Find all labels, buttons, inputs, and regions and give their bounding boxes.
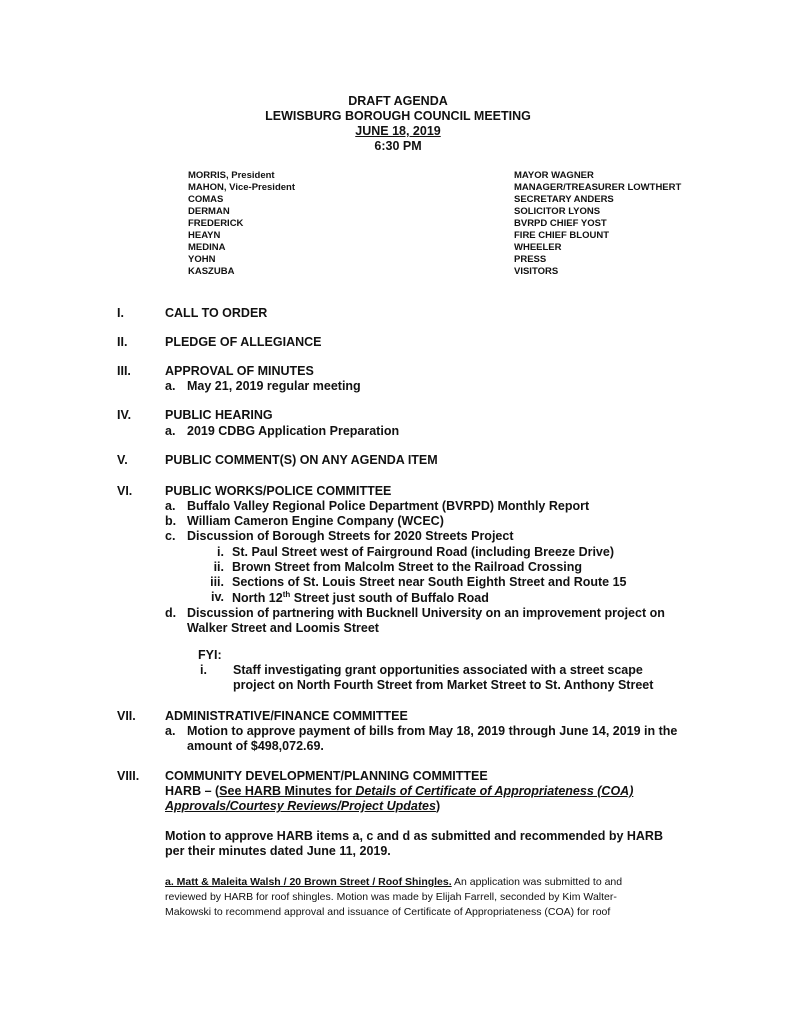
section-title: COMMUNITY DEVELOPMENT/PLANNING COMMITTEE: [165, 769, 488, 783]
list-item: [165, 529, 514, 543]
link-text: See HARB Minutes for: [219, 784, 356, 798]
item-number: iv.: [211, 590, 224, 604]
section-title: CALL TO ORDER: [165, 306, 268, 320]
fyi-item: [200, 663, 643, 677]
list-item: [165, 724, 678, 738]
section-number: VII.: [117, 709, 136, 723]
section-title: PUBLIC WORKS/POLICE COMMITTEE: [165, 484, 392, 498]
section-title: APPROVAL OF MINUTES: [165, 364, 314, 378]
item-text: [232, 590, 489, 605]
list-item: [165, 379, 361, 393]
attendee: MORRIS, President: [188, 170, 275, 181]
item-number: i.: [217, 545, 224, 559]
list-item-continuation: Walker Street and Loomis Street: [187, 621, 379, 635]
item-text: May 21, 2019 regular meeting: [187, 379, 361, 393]
sub-list-item: [196, 575, 627, 589]
superscript: th: [282, 590, 291, 599]
harb-motion: Motion to approve HARB items a, c and d as submitted and recommended by HARB: [165, 829, 663, 843]
item-letter: a.: [165, 379, 176, 393]
item-letter: c.: [165, 529, 176, 543]
attendee: PRESS: [514, 254, 547, 265]
attendee: MANAGER/TREASURER LOWTHERT: [514, 182, 682, 193]
section-number: VIII.: [117, 769, 140, 783]
section-title: PUBLIC COMMENT(S) ON ANY AGENDA ITEM: [165, 453, 438, 467]
list-item: [165, 424, 400, 438]
attendee: KASZUBA: [188, 266, 235, 277]
sub-list-item: [196, 560, 583, 574]
attendee: FIRE CHIEF BLOUNT: [514, 230, 609, 241]
list-item: [165, 606, 665, 620]
attendee: BVRPD CHIEF YOST: [514, 218, 607, 229]
harb-minutes-link-cont[interactable]: Approvals/Courtesy Reviews/Project Updates: [165, 799, 436, 813]
item-text-part: Street just south of Buffalo Road: [290, 591, 489, 606]
attendee: WHEELER: [514, 242, 562, 253]
item-letter: d.: [165, 606, 177, 620]
item-text: Staff investigating grant opportunities associated with a street scape: [233, 663, 643, 677]
meeting-date: [0, 124, 796, 138]
section-number: I.: [117, 306, 124, 320]
section-number: VI.: [117, 484, 133, 498]
harb-item-a-label: a. Matt & Maleita Walsh / 20 Brown Street / Roof Shingles.: [165, 876, 452, 888]
item-text: 2019 CDBG Application Preparation: [187, 424, 400, 438]
doc-subtitle: LEWISBURG BOROUGH COUNCIL MEETING: [265, 109, 531, 123]
item-letter: a.: [165, 499, 176, 513]
attendee: FREDERICK: [188, 218, 244, 229]
section-title: PLEDGE OF ALLEGIANCE: [165, 335, 322, 349]
harb-reference: [165, 784, 633, 798]
sub-list-item: [196, 545, 615, 559]
item-text: Discussion of partnering with Bucknell University on an improvement project on: [187, 606, 665, 620]
harb-prefix: HARB – (: [165, 784, 220, 798]
section-number: III.: [117, 364, 131, 378]
item-number: iii.: [210, 575, 224, 589]
attendee: MAHON, Vice-President: [188, 182, 295, 193]
section-number: IV.: [117, 408, 132, 422]
fyi-item-continuation: project on North Fourth Street from Market Street to St. Anthony Street: [233, 678, 654, 692]
section-number: V.: [117, 453, 128, 467]
doc-title: DRAFT AGENDA: [348, 94, 448, 108]
harb-item-a-line: Makowski to recommend approval and issuance of Certificate of Appropriateness (COA) for roof: [165, 906, 611, 918]
section-title: ADMINISTRATIVE/FINANCE COMMITTEE: [165, 709, 408, 723]
attendee: SOLICITOR LYONS: [514, 206, 601, 217]
meeting-date-text: JUNE 18, 2019: [355, 124, 441, 138]
harb-motion-continuation: per their minutes dated June 11, 2019.: [165, 844, 391, 858]
item-text: Buffalo Valley Regional Police Department (BVRPD) Monthly Report: [187, 499, 590, 513]
harb-reference-continuation: [165, 799, 440, 813]
meeting-time: 6:30 PM: [374, 139, 422, 153]
harb-item-a-text: An application was submitted to and: [451, 876, 623, 888]
attendee: MAYOR WAGNER: [514, 170, 594, 181]
item-text: Discussion of Borough Streets for 2020 Streets Project: [187, 529, 514, 543]
item-text: Brown Street from Malcolm Street to the Railroad Crossing: [232, 560, 583, 574]
list-item-continuation: amount of $498,072.69.: [187, 739, 324, 753]
harb-suffix: ): [435, 799, 441, 813]
fyi-label: FYI:: [198, 648, 222, 662]
item-number: i.: [200, 663, 207, 677]
item-text: Motion to approve payment of bills from May 18, 2019 through June 14, 2019 in the: [187, 724, 678, 738]
attendee: HEAYN: [188, 230, 221, 241]
attendee: YOHN: [188, 254, 216, 265]
attendee: SECRETARY ANDERS: [514, 194, 614, 205]
attendees-right: [514, 170, 681, 278]
item-letter: b.: [165, 514, 177, 528]
link-text-italic: Details of Certificate of Appropriateness (COA): [355, 784, 634, 798]
item-text: Sections of St. Louis Street near South Eighth Street and Route 15: [232, 575, 627, 589]
harb-item-a-line: reviewed by HARB for roof shingles. Motion was made by Elijah Farrell, seconded by Kim Walter-: [165, 891, 617, 903]
item-text-part: North 12: [232, 591, 283, 606]
item-letter: a.: [165, 424, 176, 438]
item-text: St. Paul Street west of Fairground Road (including Breeze Drive): [232, 545, 615, 559]
attendee: COMAS: [188, 194, 224, 205]
list-item: [165, 499, 590, 513]
harb-minutes-link[interactable]: [219, 784, 633, 798]
attendee: DERMAN: [188, 206, 230, 217]
section-number: II.: [117, 335, 128, 349]
section-title: PUBLIC HEARING: [165, 408, 273, 422]
item-letter: a.: [165, 724, 176, 738]
sub-list-item: [196, 590, 489, 606]
harb-item-a: [165, 876, 622, 888]
attendees-left: [188, 170, 295, 278]
item-number: ii.: [213, 560, 224, 574]
attendee: MEDINA: [188, 242, 226, 253]
item-text: William Cameron Engine Company (WCEC): [187, 514, 444, 528]
attendee: VISITORS: [514, 266, 559, 277]
list-item: [165, 514, 444, 528]
